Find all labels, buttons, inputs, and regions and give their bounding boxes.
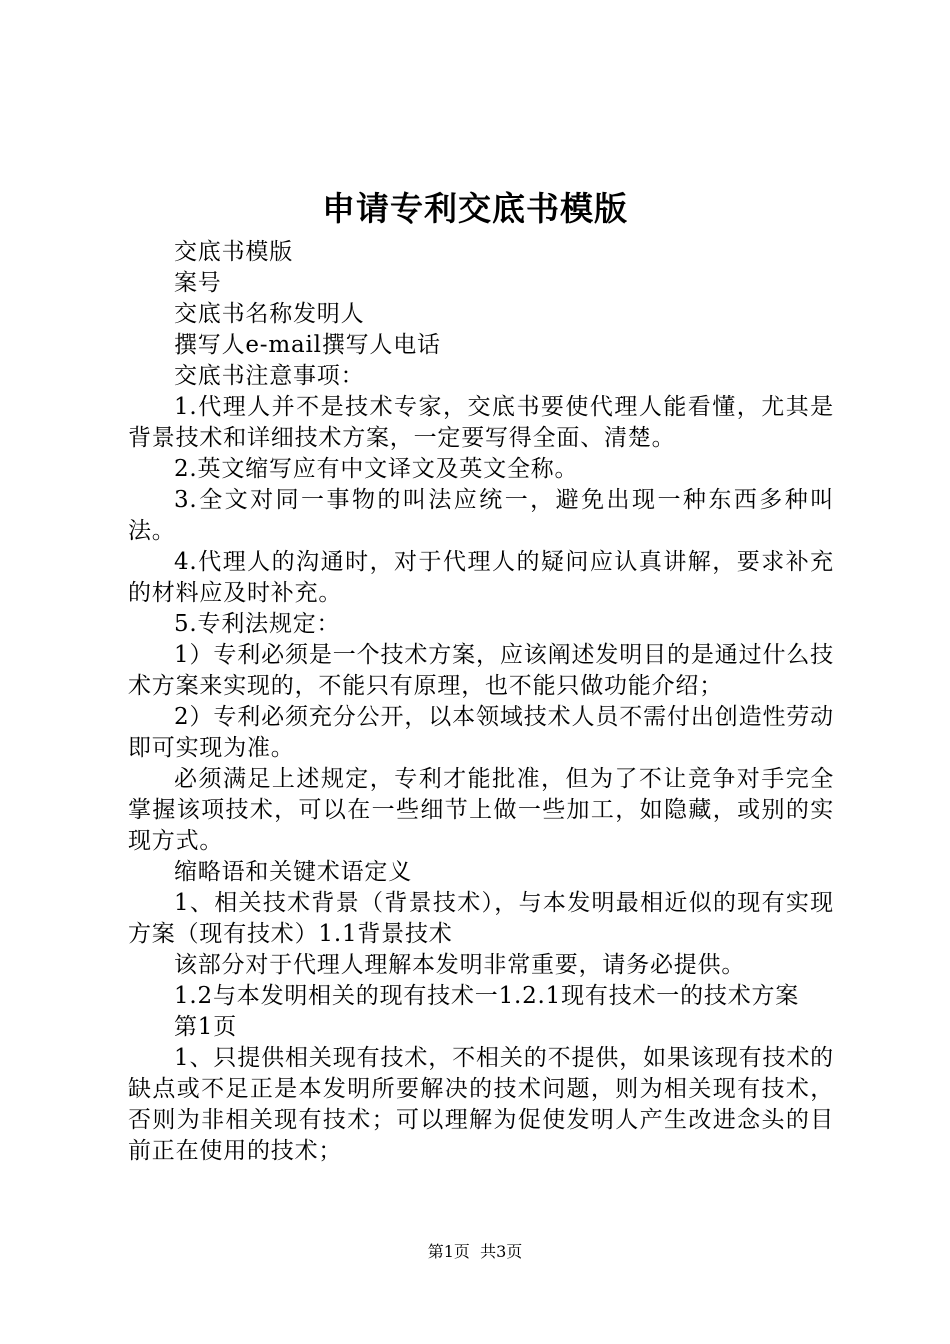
paragraph: 该部分对于代理人理解本发明非常重要，请务必提供。	[174, 952, 746, 978]
paragraph: 缩略语和关键术语定义	[174, 859, 412, 885]
paragraph: 1.代理人并不是技术专家，交底书要使代理人能看懂，尤其是背景技术和详细技术方案，一定要写得全面、清楚。	[128, 394, 834, 451]
paragraph: 5.专利法规定：	[174, 611, 341, 637]
paragraph: 第1页	[174, 1014, 238, 1040]
paragraph: 交底书注意事项：	[174, 363, 365, 389]
document-title: 申请专利交底书模版	[322, 189, 628, 228]
document-body	[128, 237, 834, 1167]
paragraph: 1、只提供相关现有技术，不相关的不提供，如果该现有技术的缺点或不足正是本发明所要解决的技术问题，则为相关现有技术，否则为非相关现有技术；可以理解为促使发明人产生改进念头的目前正在使用的技术；	[128, 1045, 834, 1164]
paragraph: 2）专利必须充分公开，以本领域技术人员不需付出创造性劳动即可实现为准。	[128, 704, 834, 761]
paragraph: 2.英文缩写应有中文译文及英文全称。	[174, 456, 579, 482]
paragraph: 交底书模版	[174, 239, 293, 265]
paragraph: 交底书名称发明人	[174, 301, 365, 327]
paragraph: 3.全文对同一事物的叫法应统一，避免出现一种东西多种叫法。	[128, 487, 834, 544]
footer-page-number: 第1页	[427, 1242, 470, 1261]
page-footer	[0, 1240, 950, 1264]
paragraph: 撰写人e-mail撰写人电话	[174, 332, 441, 358]
paragraph: 1.2与本发明相关的现有技术一1.2.1现有技术一的技术方案	[174, 983, 800, 1009]
paragraph: 1）专利必须是一个技术方案，应该阐述发明目的是通过什么技术方案来实现的，不能只有原理，也不能只做功能介绍；	[128, 642, 834, 699]
paragraph: 4.代理人的沟通时，对于代理人的疑问应认真讲解，要求补充的材料应及时补充。	[128, 549, 834, 606]
paragraph: 必须满足上述规定，专利才能批准，但为了不让竞争对手完全掌握该项技术，可以在一些细节上做一些加工，如隐藏，或别的实现方式。	[128, 766, 834, 854]
paragraph: 案号	[174, 270, 222, 296]
paragraph: 1、相关技术背景（背景技术），与本发明最相近似的现有实现方案（现有技术）1.1背景技术	[128, 890, 834, 947]
footer-total-pages: 共3页	[480, 1242, 523, 1261]
